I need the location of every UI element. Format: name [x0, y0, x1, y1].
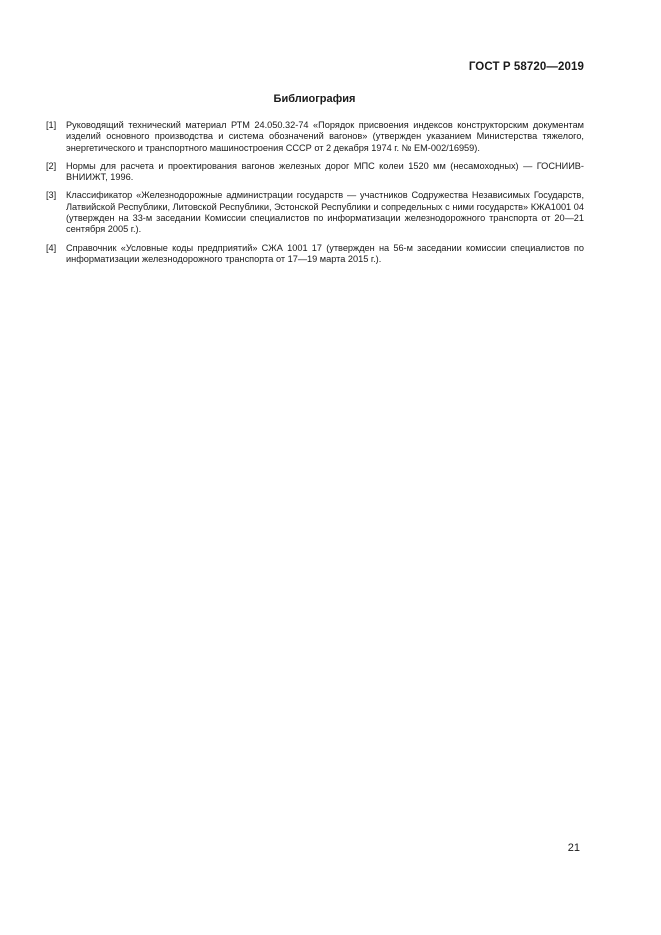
document-code: ГОСТ Р 58720—2019: [468, 61, 584, 73]
bibliography-list: [46, 120, 584, 272]
reference-text: Классификатор «Железнодорожные администрации государств — участников Содружества Независимых Государств, Латвийской Республики, Литовской Республики, Эстонской Республики и сопредельных с ними государств» КЖА1001 04 (утвержден на 33-м заседании Комиссии специалистов по информатизации железнодорожного транспорта от 20—21 сентября 2005 г.).: [66, 190, 584, 235]
section-title: Библиография: [273, 93, 356, 105]
bibliography-item: [46, 190, 584, 235]
reference-number: [4]: [46, 242, 57, 253]
bibliography-item: [46, 161, 584, 184]
reference-text: Справочник «Условные коды предприятий» СЖА 1001 17 (утвержден на 56-м заседании комиссии специалистов по информатизации железнодорожного транспорта от 17—19 марта 2015 г.).: [66, 242, 584, 264]
page-number: 21: [567, 842, 580, 854]
reference-text: Руководящий технический материал РТМ 24.050.32-74 «Порядок присвоения индексов конструкторским документам изделий основного производства и система обозначений вагонов» (утвержден указанием Министерства тяжелого, энергетического и транспортного машиностроения СССР от 2 декабря 1974 г. № ЕМ-002/16959).: [66, 120, 584, 153]
bibliography-item: [46, 243, 584, 266]
reference-number: [2]: [46, 160, 57, 171]
bibliography-item: [46, 120, 584, 154]
reference-number: [3]: [46, 190, 57, 201]
reference-number: [1]: [46, 120, 57, 130]
reference-text: Нормы для расчета и проектирования вагонов железных дорог МПС колеи 1520 мм (несамоходных) — ГОСНИИВ-ВНИИЖТ, 1996.: [66, 160, 584, 183]
